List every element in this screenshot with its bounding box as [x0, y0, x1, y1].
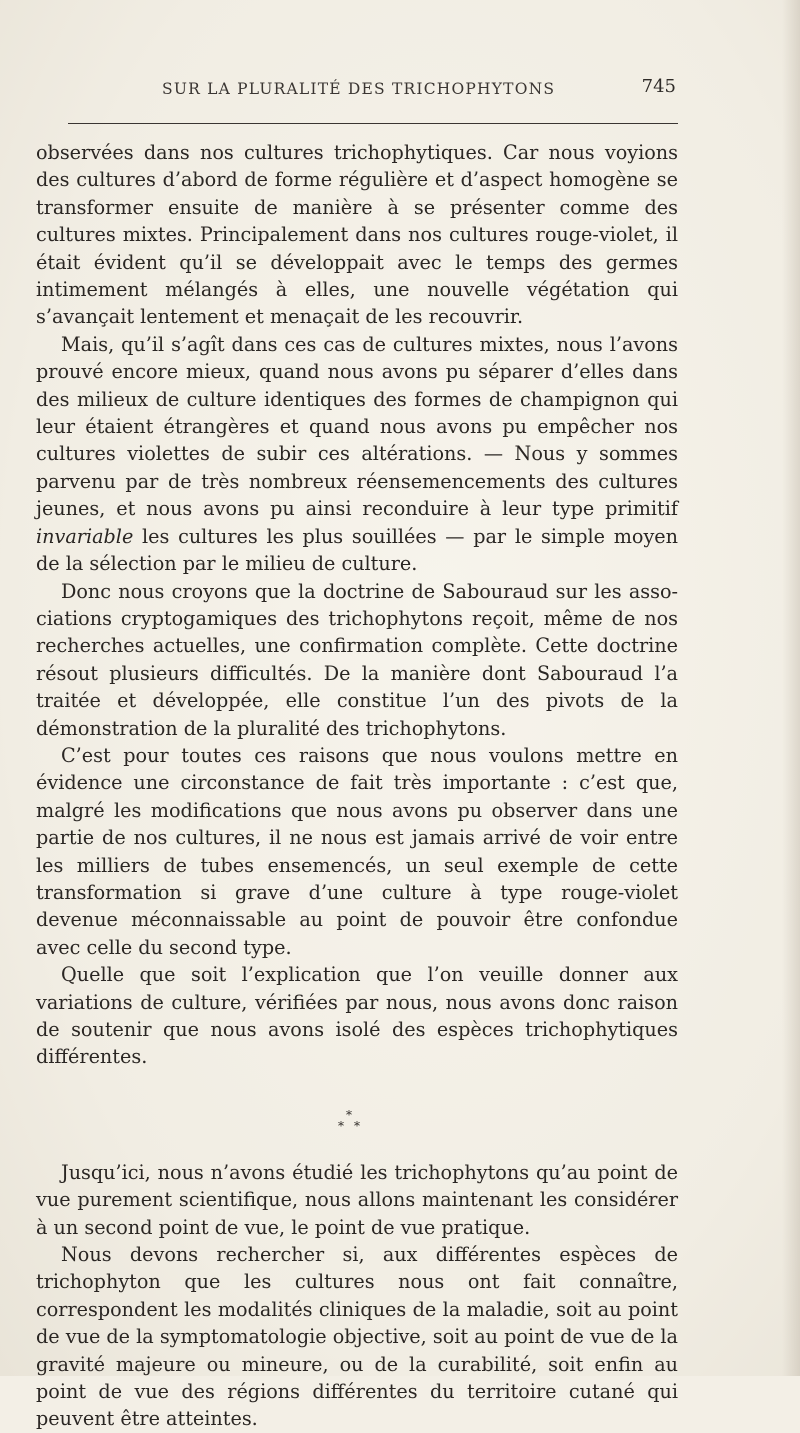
asterism-star: * — [338, 1118, 344, 1133]
paragraph-6: Jusqu’ici, nous n’avons étudié les trichophytons qu’au point de vue purement scientifique, nous allons maintenant les considérer à un second point de vue, le point de vue pratique. — [36, 1160, 678, 1239]
paragraph-7: Nous devons rechercher si, aux différentes espèces de trichophyton que les cultures nous ont fait connaître, correspondent les modalités cliniques de la maladie, soit au point de vue de la symptomatologie objective, soit au point de vue de la gravité majeure ou mineure, ou de la curabilité, soit enfin au point de vue des régions différentes du territoire cutané qui peuvent être atteintes. — [36, 1243, 678, 1431]
header-rule — [68, 123, 678, 124]
paragraph-2-text-before: Mais, qu’il s’agît dans ces cas de cultures mixtes, nous l’avons prouvé encore mieux, quand nous avons pu séparer d’elles dans des milieux de culture identiques des formes de champignon qui leur étaient étrangères et quand nous avons pu empêcher nos cultures violettes de subir ces altérations. — Nous y sommes parvenu par de très nombreux réensemencements des cultures jeunes, et nous avons pu ainsi reconduire à leur type primitif — [36, 332, 678, 521]
running-title: SUR LA PLURALITÉ DES TRICHOPHYTONS — [162, 80, 556, 98]
paragraph-2-text-after: les cultures les plus souillées — par le simple moyen de la sélection par le milieu de culture. — [36, 524, 678, 576]
paragraph-3: Donc nous croyons que la doctrine de Sabouraud sur les associations cryptogamiques des trichophytons reçoit, même de nos recherches actuelles, une confirmation complète. Cette doctrine résout plusieurs difficultés. De la manière dont Sabouraud l’a traitée et développée, elle constitue l’un des pivots de la démonstration de la pluralité des trichophytons. — [36, 579, 678, 740]
paragraph-1: observées dans nos cultures trichophytiques. Car nous voyions des cultures d’abord de forme régulière et d’aspect homogène se transformer ensuite de manière à se présenter comme des cultures mixtes. Principalement dans nos cultures rouge-violet, il était évident qu’il se développait avec le temps des germes intimement mélangés à elles, une nouvelle végétation qui s’avançait lentement et menaçait de les recouvrir. — [36, 141, 678, 329]
paragraph-5: Quelle que soit l’explication que l’on veuille donner aux variations de culture, vérifiées par nous, nous avons donc raison de soutenir que nous avons isolé des espèces trichophytiques différentes. — [36, 963, 678, 1069]
page-number: 745 — [641, 76, 676, 97]
body-text — [36, 139, 678, 1433]
page-edge-shadow — [782, 0, 800, 1376]
page-header — [36, 76, 676, 106]
emphasized-word: invariable — [36, 524, 134, 548]
paragraph-4: C’est pour toutes ces raisons que nous voulons mettre en évidence une circonstance de fait très importante : c’est que, malgré les modifications que nous avons pu observer dans une partie de nos cultures, il ne nous est jamais arrivé de voir entre les milliers de tubes ensemencés, un seul exemple de cette transformation si grave d’une culture à type rouge-violet devenue méconnaissable au point de pouvoir être confondue avec celle du second type. — [36, 743, 678, 959]
paragraph-2 — [36, 331, 678, 578]
asterism-star: * — [346, 1107, 352, 1122]
section-asterism — [36, 1071, 678, 1159]
asterism-star: * — [354, 1118, 360, 1133]
